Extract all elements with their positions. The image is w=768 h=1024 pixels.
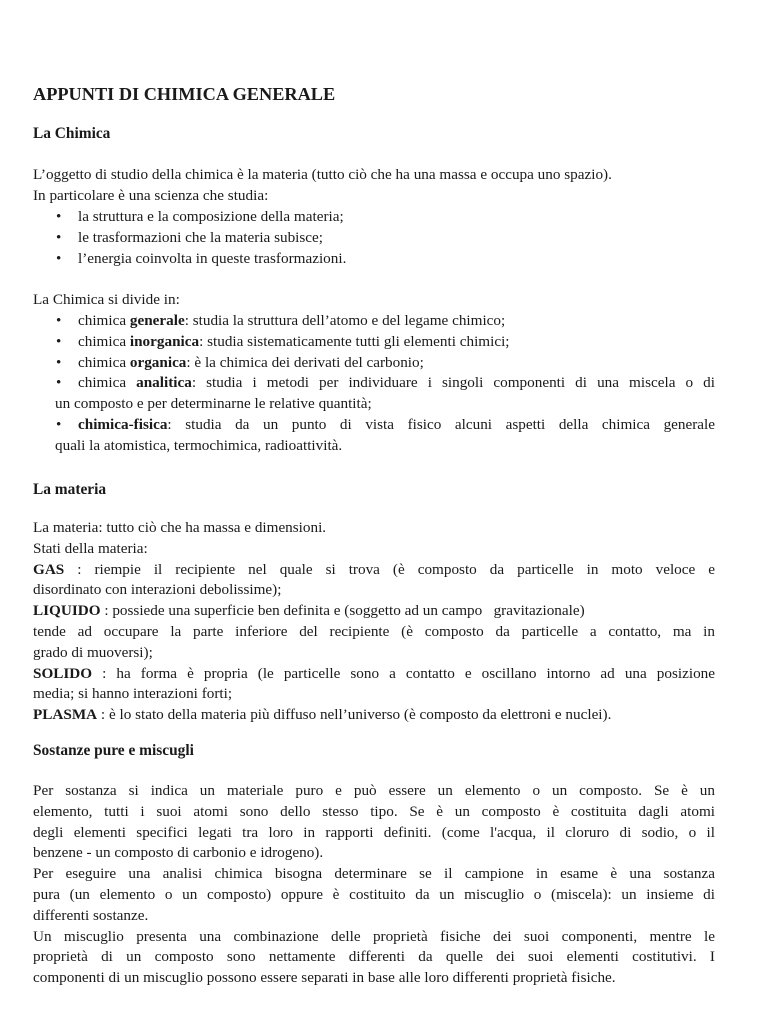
- list-item: • chimica generale: studia la struttura dell’atomo e del legame chimico;: [33, 311, 715, 332]
- chimica-studies-list: [33, 207, 715, 269]
- bullet-icon: •: [56, 353, 62, 371]
- bullet-icon: •: [56, 249, 62, 267]
- list-item: • chimica organica: è la chimica dei derivati del carbonio;: [33, 353, 715, 374]
- section1-intro: [33, 165, 715, 207]
- chimica-branches-list: [33, 311, 715, 457]
- bullet-icon: •: [56, 312, 62, 329]
- gas-definition: GAS : riempie il recipiente nel quale si trova (è composto da particelle in moto veloce e: [33, 560, 715, 578]
- section-heading-sostanze: Sostanze pure e miscugli: [33, 742, 194, 759]
- list-item: • la struttura e la composizione della materia;: [33, 207, 715, 228]
- solido-definition: SOLIDO : ha forma è propria (le particelle sono a contatto e oscillano intorno ad una posizione: [33, 664, 715, 682]
- list-item: • chimica analitica: studia i metodi per individuare i singoli componenti di una miscela o di un composto e per determinarne le relative quantità;: [55, 374, 715, 413]
- bullet-icon: •: [56, 208, 62, 225]
- bullet-icon: •: [56, 415, 62, 433]
- section-heading-la-chimica: La Chimica: [33, 125, 111, 142]
- plasma-definition: PLASMA : è lo stato della materia più diffuso nell’universo (è composto da elettroni e nuclei).: [33, 706, 612, 724]
- list-item: • le trasformazioni che la materia subisce;: [33, 228, 715, 249]
- section-heading-la-materia: La materia: [33, 481, 107, 498]
- bullet-icon: •: [56, 374, 62, 392]
- section2-body: La materia: tutto ciò che ha massa e dimensioni. Stati della materia: GAS : riempie il recipiente nel quale si trova (è composto da particelle in moto veloce e disordinato con interazioni debolissime); LIQUIDO : possiede una superficie ben definita e (soggetto ad un campo gravitazionale) tende ad occupare la parte inferiore del recipiente (è composto da particelle a contatto, ma in grado di muoversi); SOLIDO : ha forma è propria (le particelle sono a contatto e oscillano intorno ad una posizione media; si hanno interazioni forti; PLASMA : è lo stato della materia più diffuso nell’universo (è composto da elettroni e nuclei).: [33, 518, 715, 726]
- bullet-icon: •: [56, 228, 62, 246]
- section3-body: Per sostanza si indica un materiale puro e può essere un elemento o un composto. Se è un elemento, tutti i suoi atomi sono dello stesso tipo. Se è un composto è costituita dagli atomi degli elementi specifici legati tra loro in rapporti definiti. (come l'acqua, il cloruro di sodio, o il benzene - un composto di carbonio e idrogeno). Per eseguire una analisi chimica bisogna determinare se il campione in esame è una sostanza pura (un elemento o un composto) oppure è costituito da un miscuglio o (miscela): un insieme di differenti sostanze. Un miscuglio presenta una combinazione delle proprietà fisiche dei suoi componenti, mentre le proprietà di un composto sono nettamente differenti da quelle dei suoi elementi costitutivi. I componenti di un miscuglio possono essere separati in base alle loro differenti proprietà fisiche.: [33, 782, 715, 987]
- list-item: • chimica inorganica: studia sistematicamente tutti gli elementi chimici;: [33, 332, 715, 353]
- list-item: • chimica-fisica: studia da un punto di vista fisico alcuni aspetti della chimica generale quali la atomistica, termochimica, radioattività.: [55, 415, 715, 454]
- list-item: • l’energia coinvolta in queste trasformazioni.: [33, 249, 715, 270]
- document-title: APPUNTI DI CHIMICA GENERALE: [33, 84, 336, 104]
- intro-line: In particolare è una scienza che studia:: [33, 186, 269, 204]
- intro-line: L’oggetto di studio della chimica è la materia (tutto ciò che ha una massa e occupa uno spazio).: [33, 166, 612, 183]
- divide-intro: La Chimica si divide in:: [33, 291, 180, 308]
- liquido-definition: LIQUIDO : possiede una superficie ben definita e (soggetto ad un campo gravitazionale): [33, 602, 585, 620]
- bullet-icon: •: [56, 332, 62, 350]
